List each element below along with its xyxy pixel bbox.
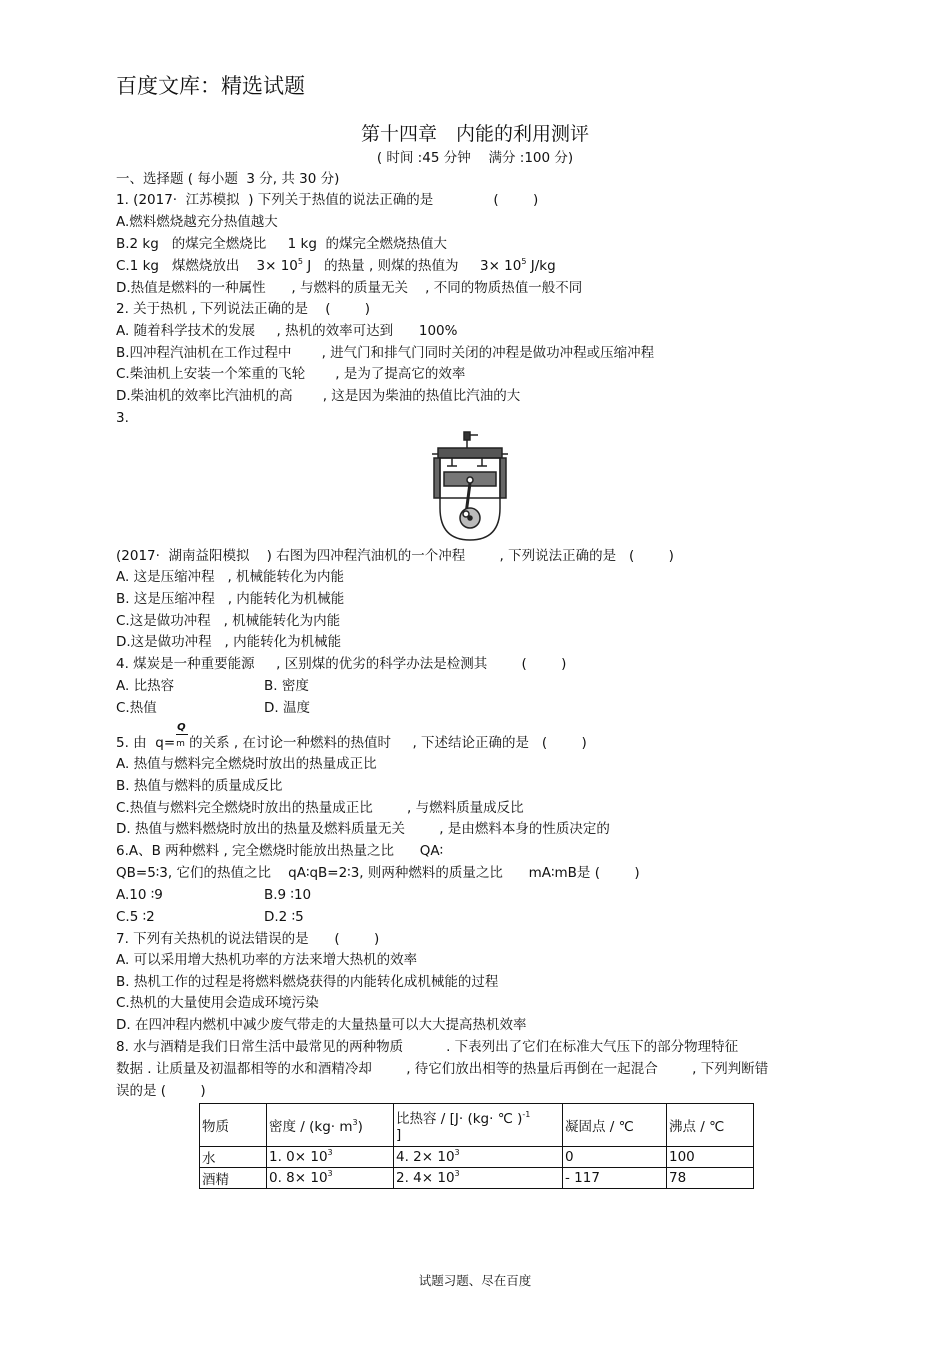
q5-option-d: D. 热值与燃料燃烧时放出的热量及燃料质量无关 , 是由燃料本身的性质决定的 — [116, 821, 610, 837]
cell-substance: 水 — [200, 1147, 267, 1168]
chapter-title: 第十四章 内能的利用测评 — [360, 123, 589, 145]
q3-option-a: A. 这是压缩冲程 , 机械能转化为内能 — [116, 569, 345, 585]
document-header: 百度文库：精选试题 — [116, 74, 305, 98]
q4-option-b: B. 密度 — [264, 678, 309, 694]
q8-stem-line3: 误的是 ( ) — [116, 1083, 206, 1099]
q6-option-c: C.5 ∶2 — [116, 909, 155, 925]
q2-option-b: B.四冲程汽油机在工作过程中 , 进气门和排气门同时关闭的冲程是做功冲程或压缩冲程 — [116, 345, 655, 361]
table-row — [200, 1168, 754, 1189]
header-density: 密度 / $(kg\cdot m^3)$ — [267, 1104, 394, 1147]
q4-stem: 4. 煤炭是一种重要能源 , 区别煤的优劣的科学办法是检测其 ( ) — [116, 656, 567, 672]
q5-option-a: A. 热值与燃料完全燃烧时放出的热量成正比 — [116, 756, 377, 772]
cell-freezing-point: - 117 — [563, 1168, 667, 1189]
q5-stem: 5. 由 q= $\frac{Q}{m}$ 的关系 , 在讨论一种燃料的热值时 , 下述结论正确的是 ( ) — [116, 722, 587, 751]
q3-number: 3. — [116, 410, 129, 426]
q6-option-b: B.9 ∶10 — [264, 887, 312, 903]
q1-option-d: D.热值是燃料的一种属性 , 与燃料的质量无关 , 不同的物质热值一般不同 — [116, 280, 583, 296]
q7-stem: 7. 下列有关热机的说法错误的是 ( ) — [116, 931, 380, 947]
page-footer: 试题习题、尽在百度 — [418, 1273, 532, 1288]
q2-option-a: A. 随着科学技术的发展 , 热机的效率可达到 100% — [116, 323, 458, 339]
table-row — [200, 1147, 754, 1168]
cell-substance: 酒精 — [200, 1168, 267, 1189]
q5-option-c: C.热值与燃料完全燃烧时放出的热量成正比 , 与燃料质量成反比 — [116, 800, 524, 816]
q8-stem-line2: 数据 . 让质量及初温都相等的水和酒精冷却 , 待它们放出相等的热量后再倒在一起混合 , 下列判断错 — [116, 1061, 769, 1077]
cell-freezing-point: 0 — [563, 1147, 667, 1168]
q7-option-b: B. 热机工作的过程是将燃料燃烧获得的内能转化成机械能的过程 — [116, 974, 499, 990]
cell-boiling-point: 78 — [667, 1168, 754, 1189]
q1-stem: 1. (2017· 江苏模拟 ) 下列关于热值的说法正确的是 ( ) — [116, 192, 539, 208]
q1-option-b: B.2 kg 的煤完全燃烧比 1 kg 的煤完全燃烧热值大 — [116, 236, 447, 252]
table-header-row — [200, 1104, 754, 1147]
cell-specific-heat: 4. $2\times 10^3$ — [394, 1147, 563, 1168]
cell-density: 0. $8\times 10^3$ — [267, 1168, 394, 1189]
header-specific-heat: 比热容 / [J· (kg· ℃ )$^{-1}$ ] — [394, 1104, 563, 1147]
q2-option-c: C.柴油机上安装一个笨重的飞轮 , 是为了提高它的效率 — [116, 366, 466, 382]
q6-option-d: D.2 ∶5 — [264, 909, 304, 925]
q3-option-b: B. 这是压缩冲程 , 内能转化为机械能 — [116, 591, 345, 607]
cell-density: 1. $0\times 10^3$ — [267, 1147, 394, 1168]
q8-stem-line1: 8. 水与酒精是我们日常生活中最常见的两种物质 . 下表列出了它们在标准大气压下的部分物理特征 — [116, 1039, 739, 1055]
q3-option-c: C.这是做功冲程 , 机械能转化为内能 — [116, 613, 341, 629]
header-substance: 物质 — [200, 1104, 267, 1147]
q3-stem: (2017· 湖南益阳模拟 ) 右图为四冲程汽油机的一个冲程 , 下列说法正确的是 ( ) — [116, 548, 674, 564]
properties-table — [199, 1103, 754, 1189]
exam-info: ( 时间 :45 分钟 满分 :100 分) — [376, 150, 574, 166]
q-over-m-fraction: $\frac{Q}{m}$ — [176, 733, 188, 747]
cell-specific-heat: 2. $4\times 10^3$ — [394, 1168, 563, 1189]
header-freezing-point: 凝固点 / ℃ — [563, 1104, 667, 1147]
q6-option-a: A.10 ∶9 — [116, 887, 163, 903]
q2-option-d: D.柴油机的效率比汽油机的高 , 这是因为柴油的热值比汽油的大 — [116, 388, 521, 404]
q1-option-a: A.燃料燃烧越充分热值越大 — [116, 214, 278, 230]
cell-boiling-point: 100 — [667, 1147, 754, 1168]
q4-option-a: A. 比热容 — [116, 678, 175, 694]
header-boiling-point: 沸点 / ℃ — [667, 1104, 754, 1147]
q3-option-d: D.这是做功冲程 , 内能转化为机械能 — [116, 634, 342, 650]
q6-stem-line2: QB=5∶3, 它们的热值之比 qA∶qB=2∶3, 则两种燃料的质量之比 mA∶mB是 ( ) — [116, 865, 640, 881]
q7-option-c: C.热机的大量使用会造成环境污染 — [116, 995, 319, 1011]
engine-diagram-image — [430, 430, 510, 542]
q5-option-b: B. 热值与燃料的质量成反比 — [116, 778, 283, 794]
q7-option-d: D. 在四冲程内燃机中减少废气带走的大量热量可以大大提高热机效率 — [116, 1017, 527, 1033]
section-heading: 一、选择题 ( 每小题 3 分, 共 30 分) — [116, 171, 340, 187]
q6-stem-line1: 6.A、B 两种燃料 , 完全燃烧时能放出热量之比 QA∶ — [116, 843, 444, 859]
q4-option-d: D. 温度 — [264, 700, 310, 716]
q1-option-c: C.1 kg 煤燃烧放出 $3\times 10^5$ J 的热量 , 则煤的热值为 $3\times 10^5$ J/kg — [116, 257, 556, 274]
q4-option-c: C.热值 — [116, 700, 157, 716]
q7-option-a: A. 可以采用增大热机功率的方法来增大热机的效率 — [116, 952, 418, 968]
q2-stem: 2. 关于热机 , 下列说法正确的是 ( ) — [116, 301, 371, 317]
